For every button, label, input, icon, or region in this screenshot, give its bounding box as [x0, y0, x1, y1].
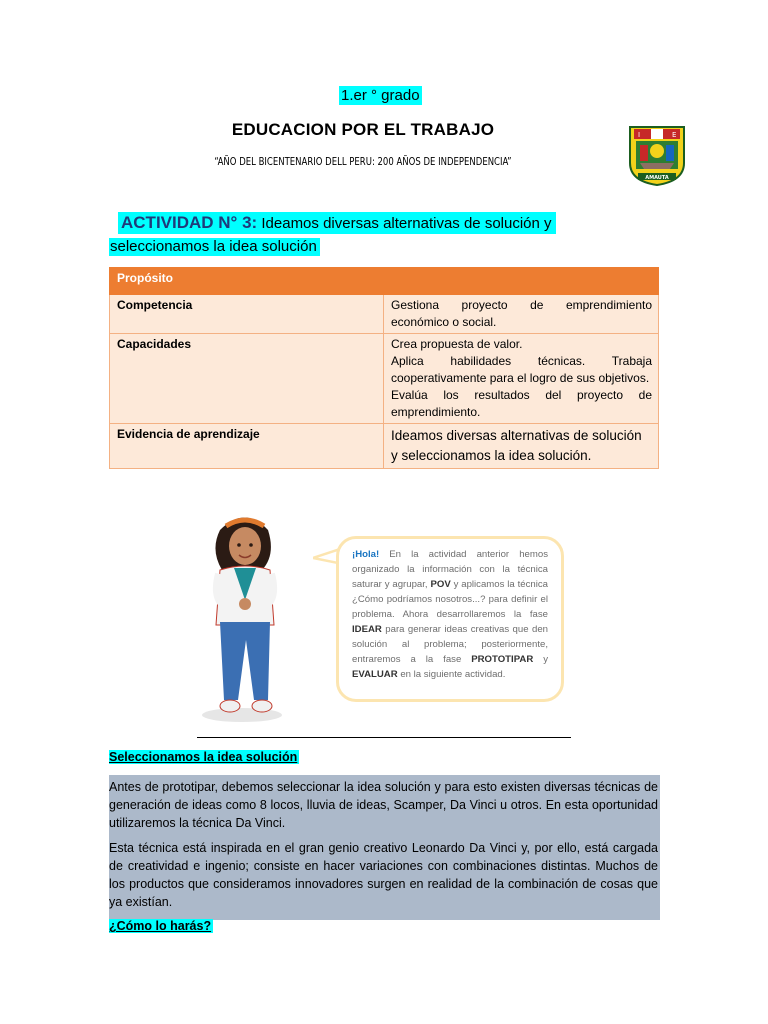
activity-title-line2: seleccionamos la idea solución: [109, 238, 320, 256]
year-motto: “AÑO DEL BICENTENARIO DELL PERU: 200 AÑOS DE INDEPENDENCIA”: [214, 155, 512, 168]
paragraph: Antes de prototipar, debemos seleccionar la idea solución y para esto existen diversas técnicas de generación de ideas como 8 locos, lluvia de ideas, Scamper, Da Vinci u otros. En esta oportunidad utilizaremos la técnica Da Vinci.: [109, 780, 658, 830]
row-value-capacidades: [384, 334, 659, 424]
table-row: [110, 334, 659, 424]
row-label-competencia: Competencia: [110, 295, 384, 334]
grade-label: 1.er ° grado: [341, 87, 420, 104]
divider-line: [197, 737, 571, 738]
cell-line: Gestiona proyecto de emprendimiento económico o social.: [391, 298, 652, 329]
page-title: EDUCACION POR EL TRABAJO: [231, 120, 495, 139]
bubble-keyword-prototipar: PROTOTIPAR: [471, 654, 534, 665]
row-value-evidencia: [384, 424, 659, 469]
purpose-table: [109, 267, 659, 469]
bubble-greeting: ¡Hola!: [352, 549, 380, 560]
activity-separator: :: [251, 213, 258, 232]
svg-text:I: I: [638, 131, 641, 139]
table-row: [110, 424, 659, 469]
row-label-evidencia: Evidencia de aprendizaje: [110, 424, 384, 469]
bubble-text: y aplicamos la técnica ¿Cómo podríamos nosotros...? para definir el problema. Ahora desarrollaremos la fase: [352, 579, 549, 620]
svg-text:E: E: [672, 131, 677, 139]
speech-bubble: [336, 536, 564, 702]
table-header-row: [110, 268, 659, 295]
activity-title-line1: [118, 212, 556, 234]
bubble-text: en la siguiente actividad.: [397, 669, 506, 680]
activity-title-part1: Ideamos diversas alternativas de solución y: [257, 215, 552, 232]
logo-caption: AMAUTA: [645, 175, 669, 181]
table-row: [110, 295, 659, 334]
cell-line: Evalúa los resultados del proyecto de emprendimiento.: [391, 388, 652, 419]
table-header-cell: Propósito: [110, 268, 659, 295]
cell-line: Crea propuesta de valor.: [391, 337, 523, 351]
section-heading: Seleccionamos la idea solución: [109, 750, 298, 764]
paragraph: Esta técnica está inspirada en el gran genio creativo Leonardo Da Vinci y, por ello, está cargada de creatividad e ingenio; consiste en hacer variaciones con combinaciones distintas. Muchos de los productos que consideramos innovadores surgen en realidad de la combinación de cosas que ya existían.: [109, 841, 658, 909]
bubble-text: En la actividad anterior hemos organizado la información con la técnica saturar y agrupar,: [352, 549, 548, 590]
bubble-keyword-pov: POV: [430, 579, 451, 590]
next-section-heading: ¿Cómo lo harás?: [109, 919, 212, 933]
bubble-text: para generar ideas creativas que den solución al problema; posteriormente, entraremos a la fase: [352, 624, 548, 665]
bubble-text: y: [533, 654, 548, 665]
bubble-keyword-idear: IDEAR: [352, 624, 382, 635]
row-value-competencia: [384, 295, 659, 334]
row-label-capacidades: Capacidades: [110, 334, 384, 424]
cell-line: Ideamos diversas alternativas de solución y seleccionamos la idea solución.: [391, 428, 642, 463]
school-crest-logo: [626, 123, 688, 187]
cell-line: Aplica habilidades técnicas. Trabaja cooperativamente para el logro de sus objetivos.: [391, 354, 652, 385]
activity-number: ACTIVIDAD N° 3: [121, 213, 252, 232]
bubble-keyword-evaluar: EVALUAR: [352, 669, 398, 680]
